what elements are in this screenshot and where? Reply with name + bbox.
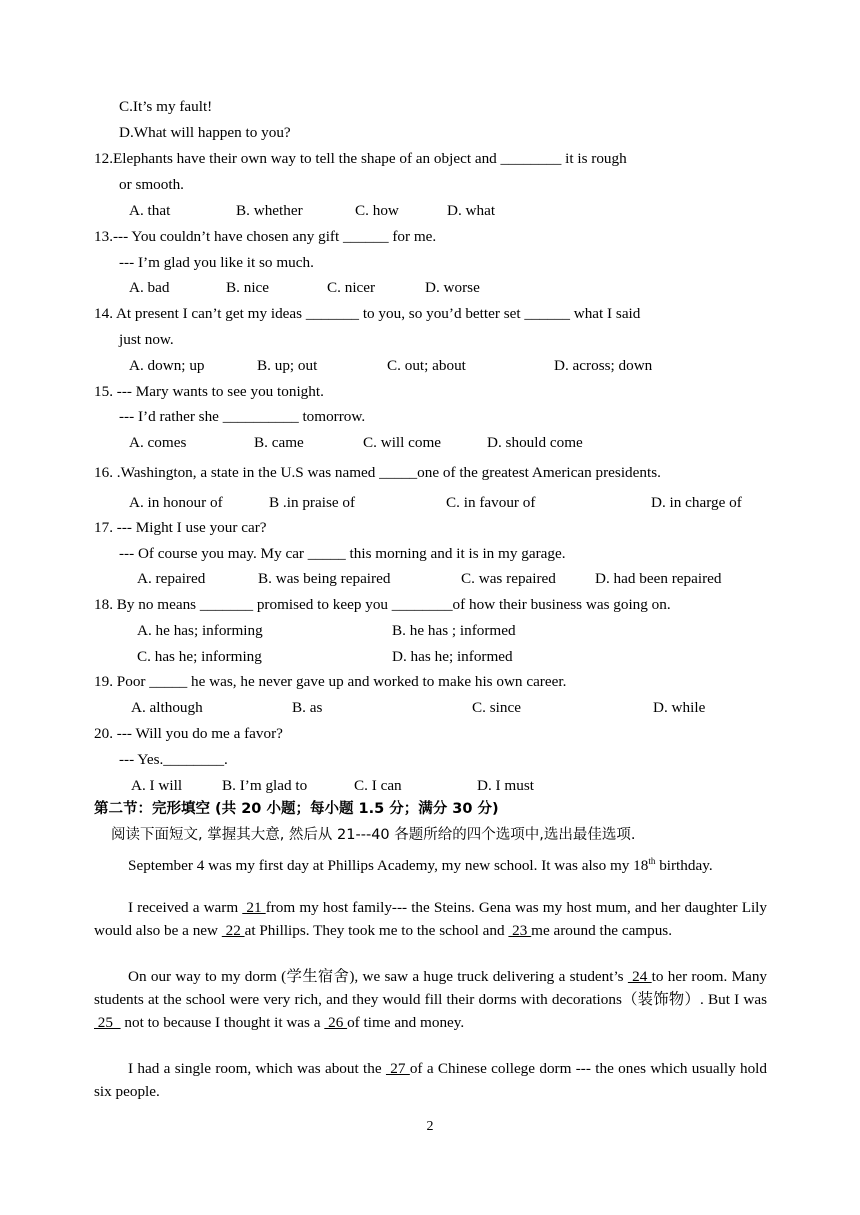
q12-option-d: D. what [447,202,496,219]
q13-option-c: C. nicer [327,279,376,296]
q19-option-c: C. since [472,699,521,716]
q14-option-b: B. up; out [257,357,318,374]
section-instruction: 阅读下面短文, 掌握其大意, 然后从 21---40 各题所给的四个选项中,选出最佳选项. [111,827,636,843]
q14-option-c: C. out; about [387,357,466,374]
q12-option-a: A. that [129,202,171,219]
q16-option-d: D. in charge of [651,494,742,511]
q14-option-d: D. across; down [554,357,653,374]
q18-stem: 18. By no means _______ promised to keep you ________of how their business was going on. [94,596,671,613]
page-number: 2 [426,1119,434,1134]
q14-stem: 14. At present I can’t get my ideas _______ to you, so you’d better set ______ what I said [94,305,641,322]
q15-reply: --- I’d rather she __________ tomorrow. [119,408,366,425]
q18-option-c: C. has he; informing [137,648,262,665]
q20-option-a: A. I will [131,777,183,794]
q16-option-b: B .in praise of [269,494,356,511]
q15-option-b: B. came [254,434,304,451]
passage-paragraph-2: I received a warm 21 from my host family--- the Steins. Gena was my host mum, and her daughter Lily would also be a new 22 at Phillips. They took me to the school and 23 me around the campus. [94,899,767,939]
passage-paragraph-1: September 4 was my first day at Phillips Academy, my new school. It was also my 18th birthday. [128,856,713,875]
q15-option-c: C. will come [363,434,442,451]
q16-option-a: A. in honour of [129,494,223,511]
q20-option-c: C. I can [354,777,402,794]
q18-option-a: A. he has; informing [137,622,263,639]
passage-paragraph-4: I had a single room, which was about the 27 of a Chinese college dorm --- the ones which usually hold six people. [94,1060,767,1100]
blank-27: 27 [385,1060,410,1077]
q20-option-b: B. I’m glad to [222,777,308,794]
q14-stem-cont: just now. [119,331,174,348]
blank-21: 21 [242,899,266,916]
blank-23: 23 [508,922,532,939]
q12-stem: 12.Elephants have their own way to tell the shape of an object and ________ it is rough [94,150,627,167]
q12-option-b: B. whether [236,202,303,219]
q19-stem: 19. Poor _____ he was, he never gave up and worked to make his own career. [94,673,567,690]
q12-stem-cont: or smooth. [119,176,184,193]
q11-option-c: C.It’s my fault! [119,98,213,115]
q18-option-b: B. he has ; informed [392,622,516,639]
q19-option-a: A. although [131,699,203,716]
q16-stem: 16. .Washington, a state in the U.S was named _____one of the greatest American presidents. [94,464,661,481]
q17-option-d: D. had been repaired [595,570,722,587]
q11-option-d: D.What will happen to you? [119,124,291,141]
blank-26: 26 [324,1014,348,1031]
q20-option-d: D. I must [477,777,534,794]
q15-option-a: A. comes [129,434,187,451]
q17-stem: 17. --- Might I use your car? [94,519,267,536]
blank-25: 25 [94,1014,121,1031]
q17-option-c: C. was repaired [461,570,556,587]
q17-option-b: B. was being repaired [258,570,391,587]
q14-option-a: A. down; up [129,357,205,374]
q18-option-d: D. has he; informed [392,648,513,665]
q13-option-b: B. nice [226,279,270,296]
q13-reply: --- I’m glad you like it so much. [119,254,314,271]
q17-option-a: A. repaired [137,570,206,587]
q19-option-b: B. as [292,699,323,716]
blank-24: 24 [627,968,652,985]
q13-option-d: D. worse [425,279,480,296]
section-heading: 第二节：完形填空 (共 20 小题；每小题 1.5 分；满分 30 分) [94,801,499,817]
q20-reply: --- Yes.________. [119,751,228,768]
q17-reply: --- Of course you may. My car _____ this morning and it is in my garage. [119,545,566,562]
blank-22: 22 [221,922,245,939]
q16-option-c: C. in favour of [446,494,536,511]
q15-option-d: D. should come [487,434,583,451]
q13-option-a: A. bad [129,279,170,296]
q13-stem: 13.--- You couldn’t have chosen any gift ______ for me. [94,228,437,245]
q15-stem: 15. --- Mary wants to see you tonight. [94,383,324,400]
q20-stem: 20. --- Will you do me a favor? [94,725,283,742]
passage-paragraph-3: On our way to my dorm (学生宿舍), we saw a huge truck delivering a student’s 24 to her room. Many students at the school were very rich, and they would fill their dorms with decorations（装饰物）. But I was 25 not to because I thought it was a 26 of time and money. [94,968,768,1031]
q19-option-d: D. while [653,699,706,716]
q12-option-c: C. how [355,202,399,219]
